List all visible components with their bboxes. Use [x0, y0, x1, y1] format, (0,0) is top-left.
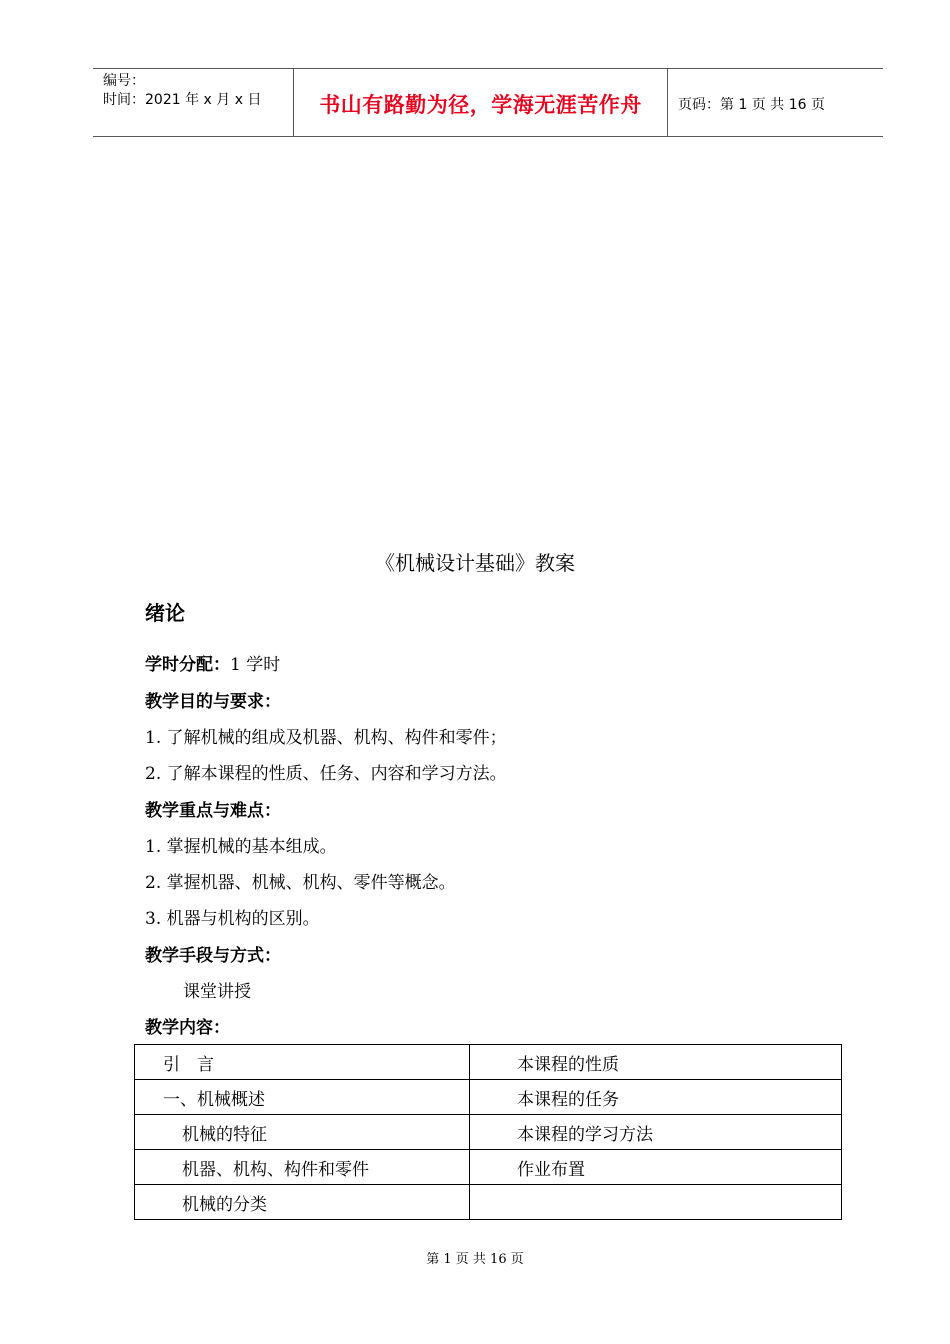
table-cell: 机械的分类 — [135, 1185, 470, 1220]
table-cell: 本课程的学习方法 — [470, 1115, 842, 1150]
table-row — [135, 1115, 842, 1150]
goal-item: 1. 了解机械的组成及机器、机构、构件和零件； — [145, 728, 507, 748]
table-cell: 本课程的任务 — [470, 1080, 842, 1115]
document-number-label: 编号： — [103, 73, 145, 89]
key-item: 1. 掌握机械的基本组成。 — [145, 837, 337, 857]
key-item: 2. 掌握机器、机械、机构、零件等概念。 — [145, 873, 456, 893]
table-row — [135, 1185, 842, 1220]
header-motto-cell — [293, 69, 668, 136]
keys-heading — [145, 796, 281, 821]
hours-line — [145, 650, 280, 675]
goals-label: 教学目的与要求： — [145, 692, 281, 712]
table-row — [135, 1150, 842, 1185]
content-table — [134, 1044, 842, 1220]
page-footer: 第 1 页 共 16 页 — [426, 1252, 524, 1267]
page-header — [93, 68, 883, 137]
header-page-info: 页码：第 1 页 共 16 页 — [678, 97, 825, 113]
hours-label: 学时分配： — [145, 655, 230, 675]
means-heading — [145, 941, 281, 966]
table-cell: 作业布置 — [470, 1150, 842, 1185]
header-motto: 书山有路勤为径，学海无涯苦作舟 — [319, 93, 642, 117]
table-cell: 引 言 — [135, 1045, 470, 1080]
section-heading: 绪论 — [145, 601, 185, 625]
goals-heading — [145, 687, 281, 712]
table-cell: 一、机械概述 — [135, 1080, 470, 1115]
goal-item: 2. 了解本课程的性质、任务、内容和学习方法。 — [145, 764, 507, 784]
document-time-label: 时间：2021 年 x 月 x 日 — [103, 92, 262, 108]
table-cell — [470, 1185, 842, 1220]
table-cell: 机器、机构、构件和零件 — [135, 1150, 470, 1185]
content-heading — [145, 1013, 230, 1038]
table-cell: 机械的特征 — [135, 1115, 470, 1150]
hours-value: 1 学时 — [230, 655, 281, 675]
table-cell: 本课程的性质 — [470, 1045, 842, 1080]
keys-label: 教学重点与难点： — [145, 801, 281, 821]
table-row — [135, 1080, 842, 1115]
document-title: 《机械设计基础》教案 — [375, 551, 575, 575]
header-meta-cell — [93, 69, 293, 136]
means-value: 课堂讲授 — [183, 982, 251, 1002]
header-page-cell — [668, 69, 883, 136]
means-label: 教学手段与方式： — [145, 946, 281, 966]
table-row — [135, 1045, 842, 1080]
key-item: 3. 机器与机构的区别。 — [145, 909, 320, 929]
content-label: 教学内容： — [145, 1018, 230, 1038]
